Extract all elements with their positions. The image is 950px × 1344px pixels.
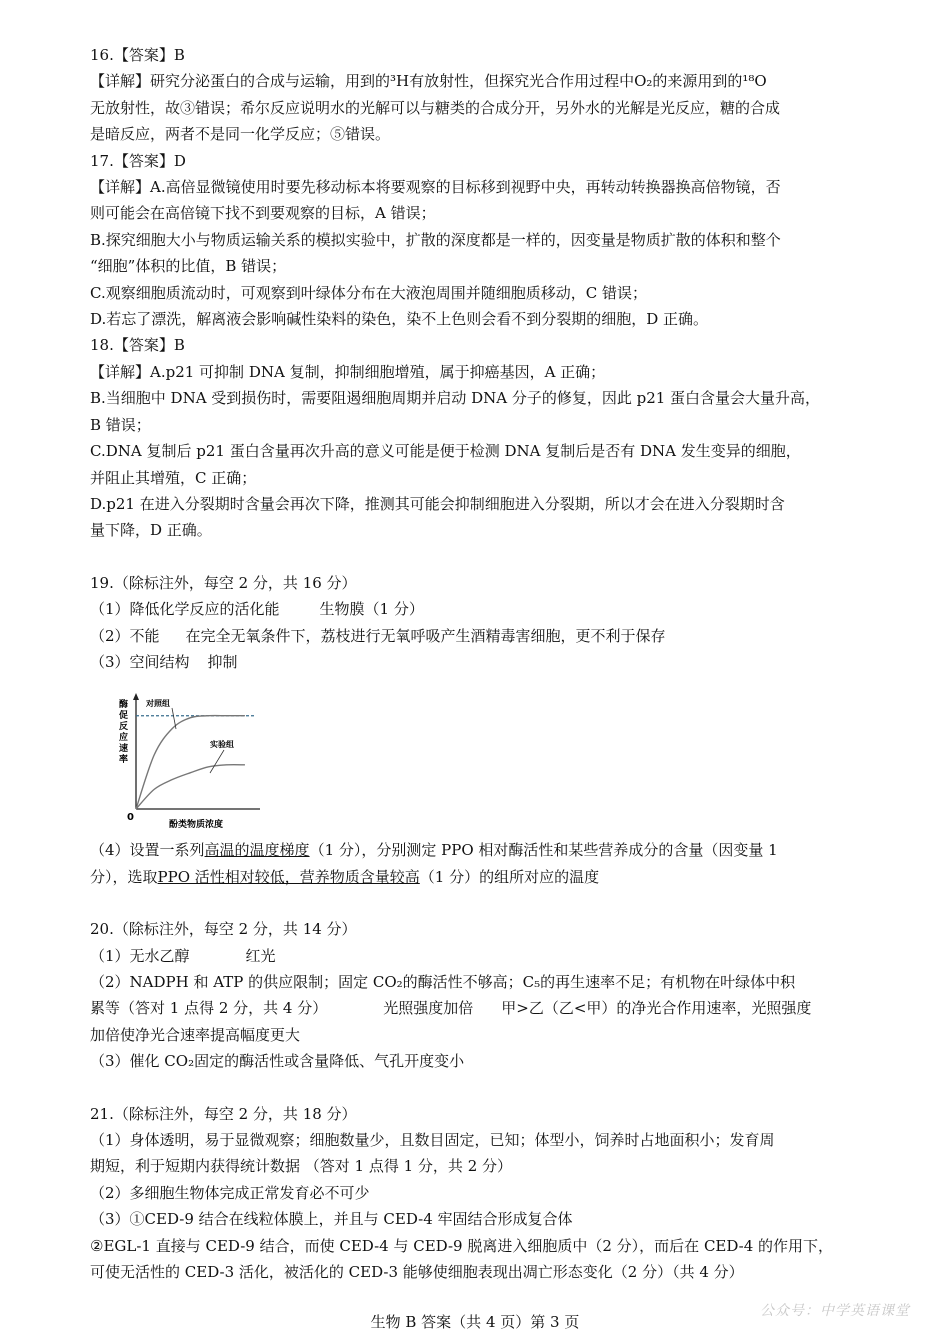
q20-part1-answer-b: 红光: [245, 946, 276, 965]
chart-series-line: [136, 765, 245, 809]
answer-page: [90, 42, 865, 1285]
q19-part4-underlined-answer: PPO 活性相对较低，营养物质含量较高: [157, 867, 420, 886]
q18-option-a: 【详解】A.p21 可抑制 DNA 复制，抑制细胞增殖，属于抑癌基因，A 正确；: [90, 362, 606, 381]
q17-option-a: 【详解】A.高倍显微镜使用时要先移动标本将要观察的目标移到视野中央，再转动转换器换高倍物镜，否: [90, 178, 781, 197]
q20-part2-line2: [90, 995, 865, 1021]
chart-x-label: 酚类物质浓度: [168, 820, 224, 830]
q19-part4-text: 分），选取: [90, 867, 158, 886]
q19-part4-text: （1 分），分别测定 PPO 相对酶活性和某些营养成分的含量（因变量 1: [309, 841, 778, 860]
chart-y-label: 酶促反应速率: [119, 700, 129, 765]
q18-option-c: C.DNA 复制后 p21 蛋白含量再次升高的意义可能是便于检测 DNA 复制后是否有 DNA 发生变异的细胞，: [90, 442, 801, 461]
q20-part2-answer-a: 累等（答对 1 点得 2 分，共 4 分）: [90, 999, 328, 1018]
q17-option-c: C.观察细胞质流动时，可观察到叶绿体分布在大液泡周围并随细胞质移动，C 错误；: [90, 283, 647, 302]
watermark: 公众号：中学英语课堂: [760, 1303, 910, 1319]
q19-part3-answer-b: 抑制: [207, 652, 238, 671]
chart-y-arrow: [133, 693, 139, 700]
chart-series-leader-line: [210, 750, 224, 773]
q18-option-b: B.当细胞中 DNA 受到损伤时，需要阻遏细胞周期并启动 DNA 分子的修复，因此 p21 蛋白含量会大量升高，: [90, 389, 821, 408]
q21-part3-line3: 可使无活性的 CED-3 活化，被活化的 CED-3 能够使细胞表现出凋亡形态变化（2 分）（共 4 分）: [90, 1263, 744, 1282]
q20-part2-answer-b: 光照强度加倍: [383, 999, 474, 1018]
q16-detail-line: 是暗反应，两者不是同一化学反应；⑤错误。: [90, 125, 391, 144]
q17-option-a-cont: 则可能会在高倍镜下找不到要观察的目标，A 错误；: [90, 204, 436, 223]
q17-option-d: D.若忘了漂洗，解离液会影响碱性染料的染色，染不上色则会看不到分裂期的细胞，D 正确。: [90, 310, 709, 329]
chart-series-line: [136, 716, 245, 809]
q16-detail-line: 【详解】研究分泌蛋白的合成与运输，用到的³H有放射性，但探究光合作用过程中O₂的来源用到的¹⁸O: [90, 72, 767, 91]
q17-option-b-cont: “细胞”体积的比值，B 错误；: [90, 257, 287, 276]
chart-series-layer: [136, 698, 254, 809]
q19-part2-answer-a: （2）不能: [90, 626, 160, 645]
q18-option-c-cont: 并阻止其增殖，C 正确；: [90, 468, 257, 487]
chart-series-label: 实验组: [210, 740, 234, 749]
q18-option-d-cont: 量下降，D 正确。: [90, 521, 212, 540]
q20-part2-answer-c: 甲>乙（乙<甲）的净光合作用速率，光照强度: [501, 999, 812, 1018]
q18-option-d: D.p21 在进入分裂期时含量会再次下降，推测其可能会抑制细胞进入分裂期，所以才会在进入分裂期时含: [90, 494, 785, 513]
q17-option-b: B.探究细胞大小与物质运输关系的模拟实验中，扩散的深度都是一样的，因变量是物质扩散的体积和整个: [90, 230, 781, 249]
q21-part3-line1: （3）①CED-9 结合在线粒体膜上，并且与 CED-4 牢固结合形成复合体: [90, 1210, 573, 1229]
q20-part1: [90, 943, 865, 969]
q19-part3: [90, 649, 865, 675]
q19-part4-underlined-answer: 高温的温度梯度: [204, 841, 310, 860]
chart-series-leader-line: [172, 708, 176, 729]
chart-origin-label: 0: [127, 812, 134, 823]
q20-header: 20.（除标注外，每空 2 分，共 14 分）: [90, 920, 357, 939]
q19-part2: [90, 623, 865, 649]
q19-part1-answer-b: 生物膜（1 分）: [319, 600, 424, 619]
q20-part1-answer-a: （1）无水乙醇: [90, 946, 190, 965]
enzyme-rate-chart-svg: [110, 693, 260, 831]
q18-answer: 18.【答案】B: [90, 336, 185, 355]
q19-part1: [90, 596, 865, 622]
q19-header: 19.（除标注外，每空 2 分，共 16 分）: [90, 573, 357, 592]
q20-part3: （3）催化 CO₂固定的酶活性或含量降低、气孔开度变小: [90, 1052, 465, 1071]
q16-detail-line: 无放射性，故③错误；希尔反应说明水的光解可以与糖类的合成分开，另外水的光解是光反应，糖的合成: [90, 98, 781, 117]
q19-part4-line2: [90, 864, 865, 890]
q19-part4-line1: [90, 837, 865, 863]
q21-part2: （2）多细胞生物体完成正常发育必不可少: [90, 1183, 370, 1202]
q21-part3-line2: ②EGL-1 直接与 CED-9 结合，而使 CED-4 与 CED-9 脱离进入细胞质中（2 分），而后在 CED-4 的作用下，: [90, 1236, 834, 1255]
q19-part1-answer-a: （1）降低化学反应的活化能: [90, 600, 280, 619]
q19-part2-answer-b: 在完全无氧条件下，荔枝进行无氧呼吸产生酒精毒害细胞，更不利于保存: [185, 626, 666, 645]
q19-part3-answer-a: （3）空间结构: [90, 652, 190, 671]
q20-part2-line1: （2）NADPH 和 ATP 的供应限制；固定 CO₂的酶活性不够高；C₅的再生速率不足；有机物在叶绿体中积: [90, 972, 796, 991]
q16-answer: 16.【答案】B: [90, 46, 185, 64]
q21-header: 21.（除标注外，每空 2 分，共 18 分）: [90, 1104, 357, 1123]
q17-answer: 17.【答案】D: [90, 151, 186, 170]
page-footer: 生物 B 答案（共 4 页）第 3 页: [370, 1313, 580, 1331]
q20-part2-line3: 加倍使净光合速率提高幅度更大: [90, 1025, 301, 1044]
chart-series-label: 对照组: [146, 699, 170, 708]
enzyme-rate-chart: [110, 693, 260, 831]
q19-part4-text: （1 分）的组所对应的温度: [419, 867, 600, 886]
q18-option-b-cont: B 错误；: [90, 415, 151, 434]
q21-part1-line1: （1）身体透明，易于显微观察；细胞数量少，且数目固定，已知；体型小，饲养时占地面积小；发育周: [90, 1131, 775, 1149]
q19-part4-text: （4）设置一系列: [90, 841, 205, 860]
q21-part1-line2: 期短，利于短期内获得统计数据 （答对 1 点得 1 分，共 2 分）: [90, 1157, 513, 1176]
